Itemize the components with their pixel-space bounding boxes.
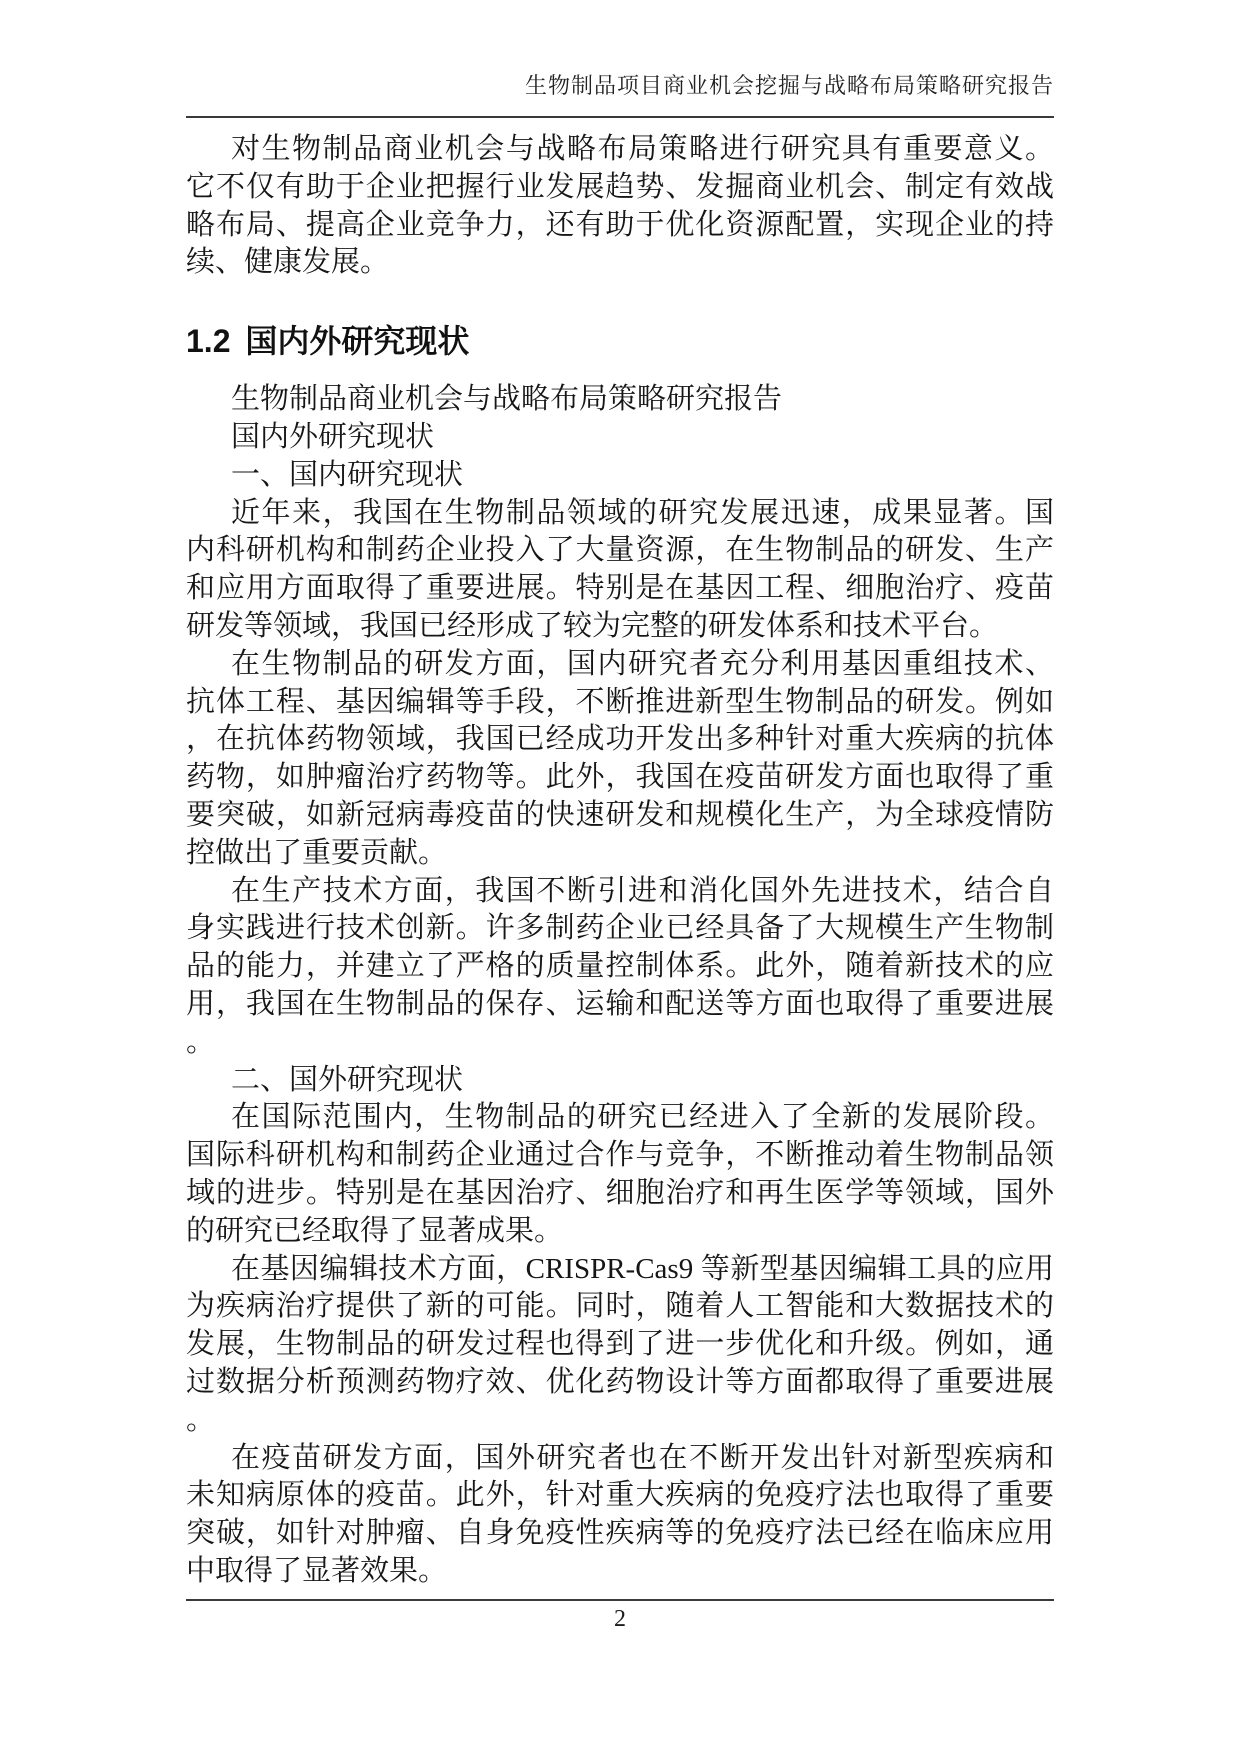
text-line: 药物，如肿瘤治疗药物等。此外，我国在疫苗研发方面也取得了重 <box>186 761 1054 794</box>
section-heading: 1.2 国内外研究现状 <box>186 323 470 360</box>
text-line: 近年来，我国在生物制品领域的研究发展迅速，成果显著。国 <box>231 496 1054 529</box>
text-line: 品的能力，并建立了严格的质量控制体系。此外，随着新技术的应 <box>186 950 1054 983</box>
text-line: 用，我国在生物制品的保存、运输和配送等方面也取得了重要进展 <box>186 987 1054 1020</box>
text-line: ，在抗体药物领域，我国已经成功开发出多种针对重大疾病的抗体 <box>186 723 1054 756</box>
body-paragraph <box>186 495 1054 646</box>
text-line: 过数据分析预测药物疗效、优化药物设计等方面都取得了重要进展 <box>186 1365 1054 1398</box>
text-line: 研发等领域，我国已经形成了较为完整的研发体系和技术平台。 <box>186 609 999 642</box>
text-line: 域的进步。特别是在基因治疗、细胞治疗和再生医学等领域，国外 <box>186 1176 1054 1209</box>
text-line: 略布局、提高企业竞争力，还有助于优化资源配置，实现企业的持 <box>186 208 1054 241</box>
page-footer <box>186 1599 1054 1634</box>
text-line: 它不仅有助于企业把握行业发展趋势、发掘商业机会、制定有效战 <box>186 170 1054 203</box>
text-line: 一、国内研究现状 <box>231 458 464 491</box>
text-line: 为疾病治疗提供了新的可能。同时，随着人工智能和大数据技术的 <box>186 1290 1054 1323</box>
document-content <box>186 131 1054 1591</box>
text-line: 中取得了显著效果。 <box>186 1554 448 1587</box>
body-paragraph <box>186 131 1054 282</box>
text-line: 在国际范围内，生物制品的研究已经进入了全新的发展阶段。 <box>231 1101 1054 1134</box>
body-paragraph <box>186 457 1054 495</box>
text-line: 在生产技术方面，我国不断引进和消化国外先进技术，结合自 <box>231 874 1054 907</box>
text-line: 二、国外研究现状 <box>231 1063 464 1096</box>
page-number: 2 <box>614 1605 626 1632</box>
text-line: 和应用方面取得了重要进展。特别是在基因工程、细胞治疗、疫苗 <box>186 572 1054 605</box>
text-line: 。 <box>186 1403 216 1436</box>
body-paragraph <box>186 1099 1054 1250</box>
text-line: 生物制品商业机会与战略布局策略研究报告 <box>231 383 783 416</box>
text-line: 发展，生物制品的研发过程也得到了进一步优化和升级。例如，通 <box>186 1328 1054 1361</box>
body-paragraph <box>186 1062 1054 1100</box>
header-title: 生物制品项目商业机会挖掘与战略布局策略研究报告 <box>524 73 1054 98</box>
text-line: 对生物制品商业机会与战略布局策略进行研究具有重要意义。 <box>231 133 1054 165</box>
text-line: 。 <box>186 1025 216 1058</box>
text-line: 抗体工程、基因编辑等手段，不断推进新型生物制品的研发。例如 <box>186 685 1054 718</box>
text-line: 在基因编辑技术方面，CRISPR-Cas9 等新型基因编辑工具的应用 <box>231 1252 1054 1285</box>
page-header <box>186 70 1054 118</box>
body-paragraph <box>186 419 1054 457</box>
text-line: 续、健康发展。 <box>186 246 390 279</box>
text-line: 突破，如针对肿瘤、自身免疫性疾病等的免疫疗法已经在临床应用 <box>186 1517 1054 1550</box>
text-line: 在生物制品的研发方面，国内研究者充分利用基因重组技术、 <box>231 647 1054 680</box>
text-line: 在疫苗研发方面，国外研究者也在不断开发出针对新型疾病和 <box>231 1441 1054 1474</box>
text-line: 未知病原体的疫苗。此外，针对重大疾病的免疫疗法也取得了重要 <box>186 1479 1054 1512</box>
text-line: 要突破，如新冠病毒疫苗的快速研发和规模化生产，为全球疫情防 <box>186 798 1054 831</box>
text-line: 的研究已经取得了显著成果。 <box>186 1214 564 1247</box>
body-paragraph <box>186 1440 1054 1591</box>
text-line: 内科研机构和制药企业投入了大量资源，在生物制品的研发、生产 <box>186 534 1054 567</box>
body-paragraph <box>186 873 1054 1062</box>
text-line: 身实践进行技术创新。许多制药企业已经具备了大规模生产生物制 <box>186 912 1054 945</box>
body-paragraph <box>186 1251 1054 1440</box>
text-line: 国内外研究现状 <box>231 420 435 453</box>
body-paragraph <box>186 381 1054 419</box>
text-line: 国际科研机构和制药企业通过合作与竞争，不断推动着生物制品领 <box>186 1139 1054 1172</box>
body-paragraph <box>186 646 1054 873</box>
text-line: 控做出了重要贡献。 <box>186 836 448 869</box>
